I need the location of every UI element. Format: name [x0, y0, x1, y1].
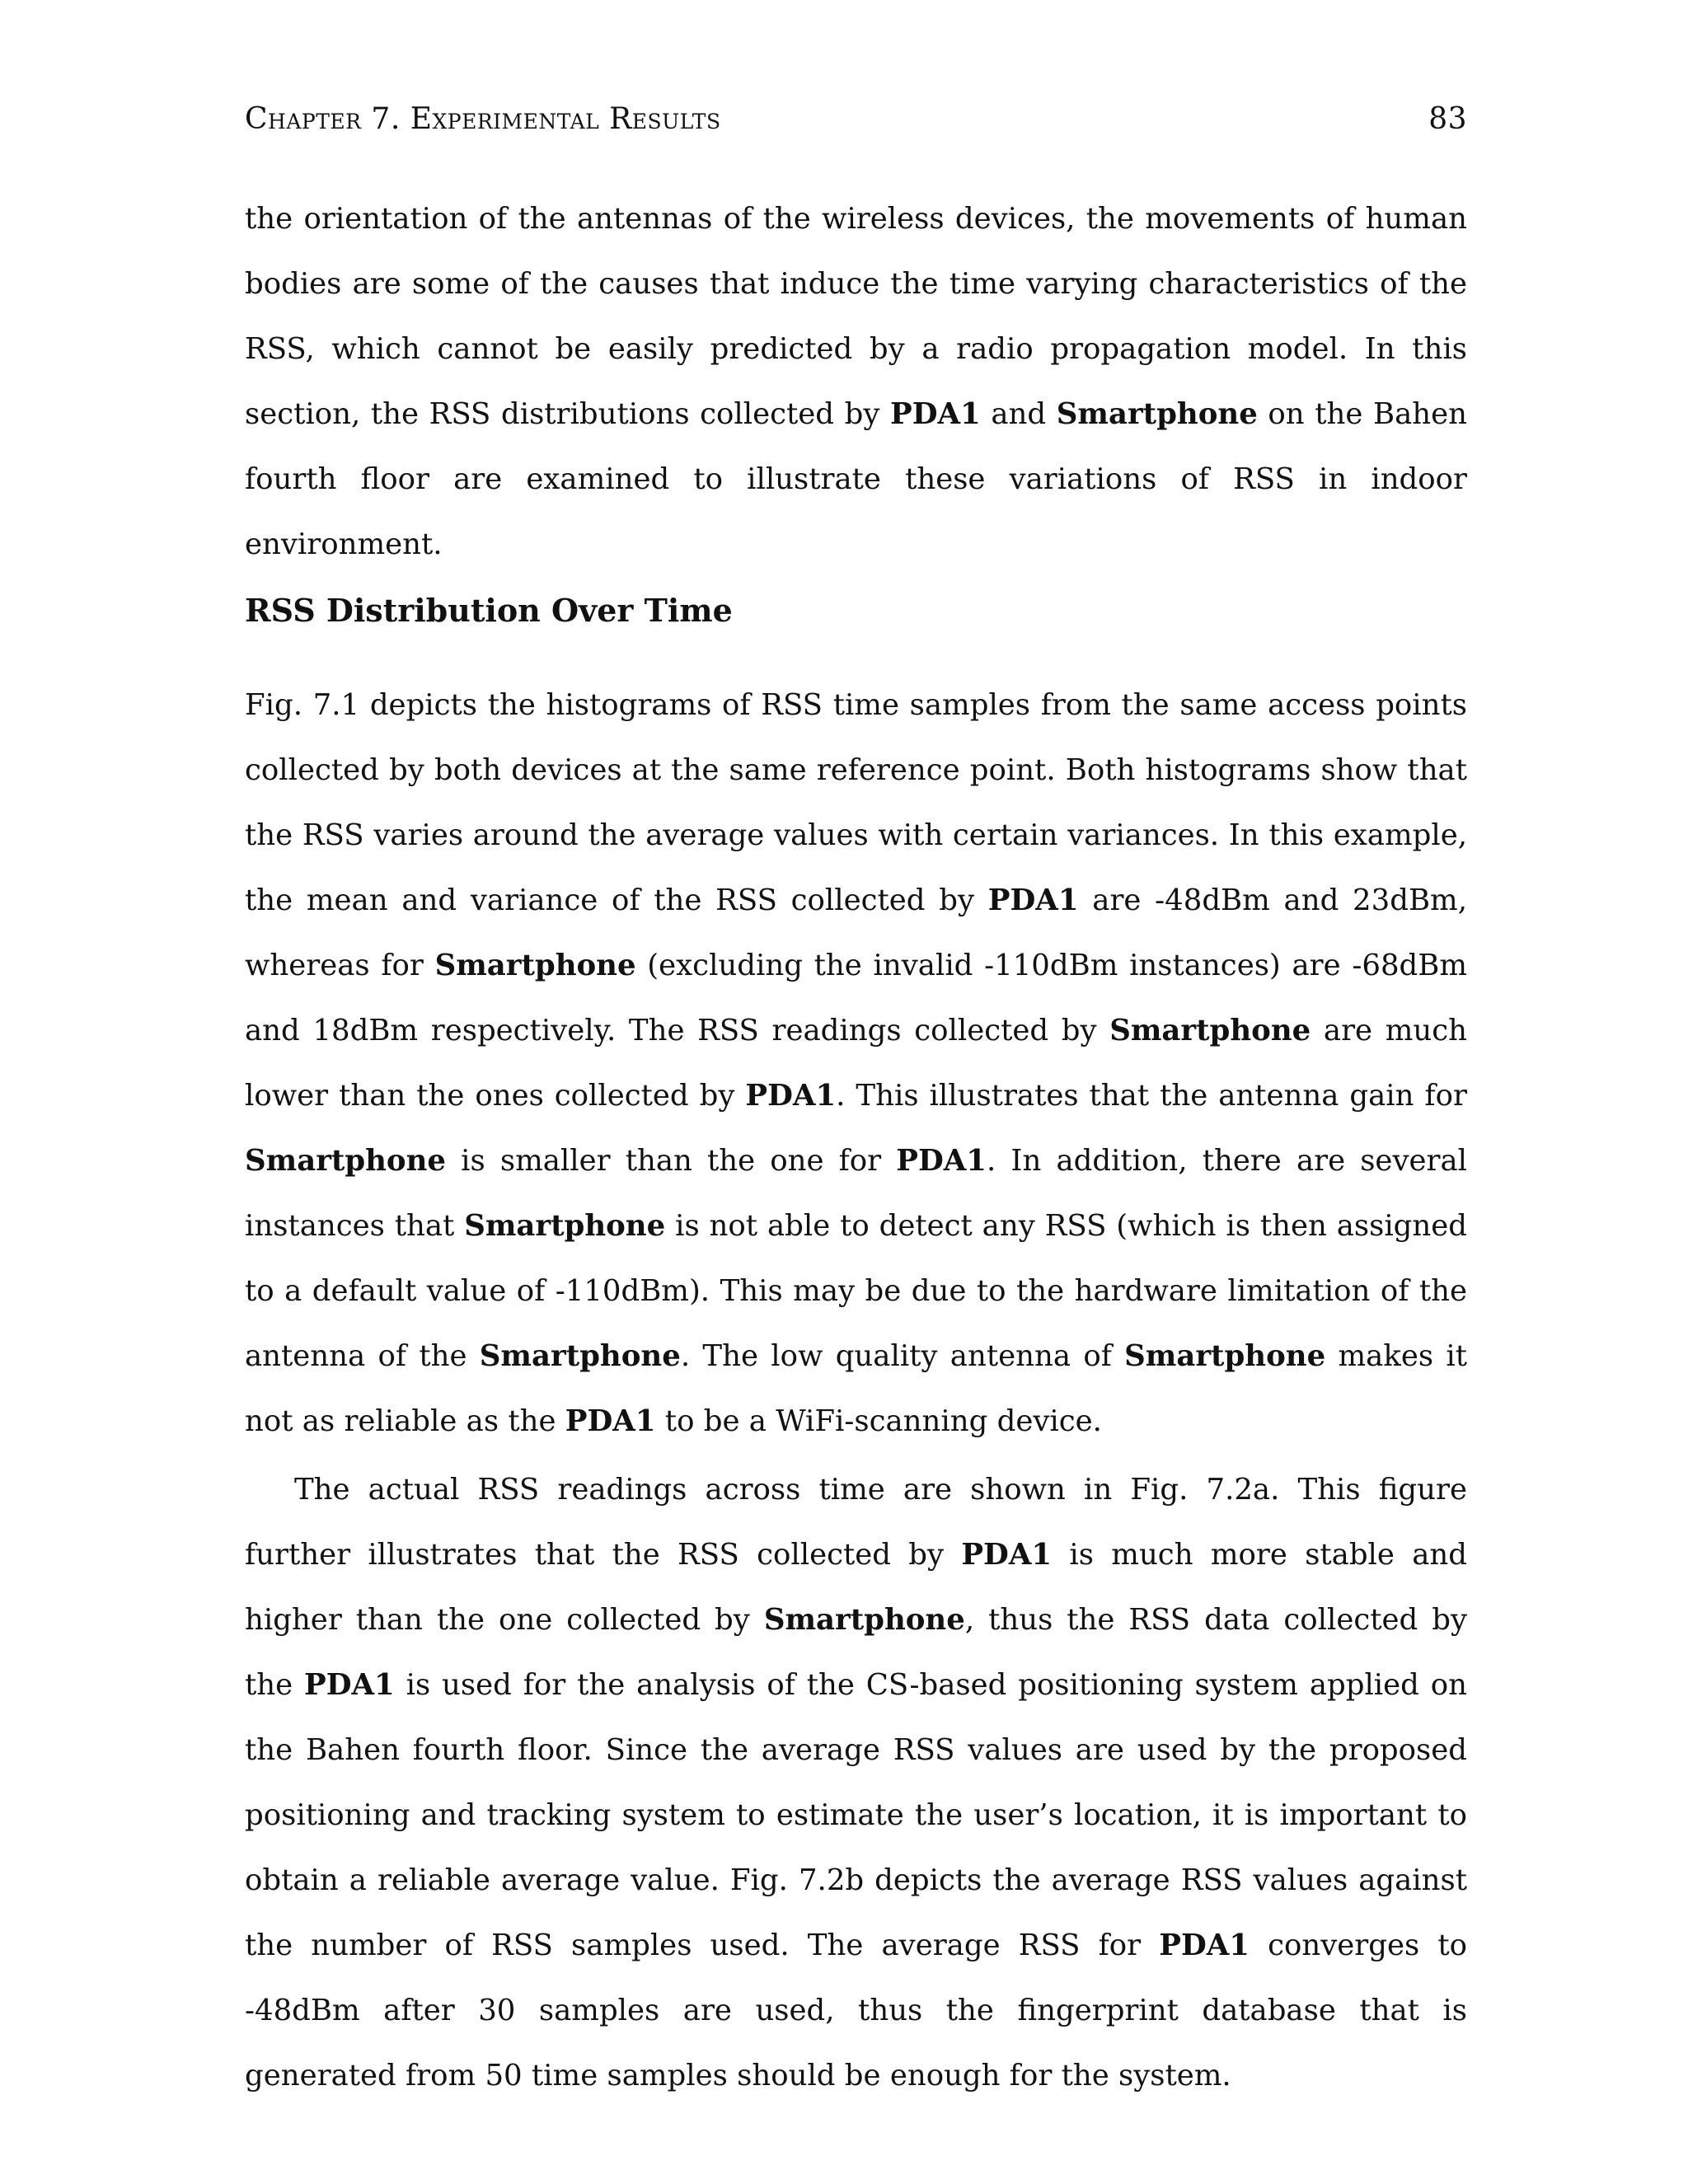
- device-name-pda1: PDA1: [987, 883, 1079, 917]
- device-name-pda1: PDA1: [896, 1144, 987, 1178]
- text-run: . This illustrates that the antenna gain for: [836, 1079, 1467, 1113]
- device-name-smartphone: Smartphone: [763, 1603, 965, 1637]
- device-name-pda1: PDA1: [304, 1668, 395, 1702]
- page-number: 83: [1428, 102, 1467, 136]
- device-name-smartphone: Smartphone: [245, 1144, 447, 1178]
- device-name-smartphone: Smartphone: [1109, 1014, 1311, 1047]
- device-name-smartphone: Smartphone: [1124, 1339, 1326, 1373]
- device-name-pda1: PDA1: [565, 1404, 656, 1438]
- chapter-title: Chapter 7. Experimental Results: [245, 102, 721, 136]
- text-run: to be a WiFi-scanning device.: [655, 1404, 1102, 1438]
- text-run: , thus the RSS data collected by the: [245, 1603, 1467, 1702]
- device-name-pda1: PDA1: [745, 1079, 837, 1113]
- device-name-smartphone: Smartphone: [434, 949, 636, 982]
- device-name-smartphone: Smartphone: [479, 1339, 681, 1373]
- paragraph-rss-readings: [245, 1457, 1467, 2108]
- text-run: converges to -48dBm after 30 samples are used, thus the fingerprint database that is generated from 50 time samples should be enough for the system.: [245, 1929, 1468, 2093]
- text-run: and: [980, 397, 1057, 431]
- intro-paragraph-block: [245, 186, 1467, 577]
- text-run: is used for the analysis of the CS-based positioning system applied on the Bahen fourth floor. Since the average RSS values are used by the proposed positioning and tracking system to estimate the user’s location, it is important to obtain a reliable average value. Fig. 7.2b depicts the average RSS values against the number of RSS samples used. The average RSS for: [245, 1668, 1467, 1962]
- device-name-pda1: PDA1: [961, 1538, 1053, 1572]
- device-name-smartphone: Smartphone: [1056, 397, 1258, 431]
- text-run: on the Bahen fourth floor are examined to illustrate these variations of RSS in indoor environment.: [245, 397, 1467, 561]
- text-run: . The low quality antenna of: [680, 1339, 1125, 1373]
- text-run: makes it not as reliable as the: [245, 1339, 1467, 1438]
- device-name-pda1: PDA1: [890, 397, 981, 431]
- text-run: The actual RSS readings across time are shown in Fig. 7.2a. This figure further illustrates that the RSS collected by: [245, 1473, 1467, 1572]
- text-run: is much more stable and higher than the one collected by: [245, 1538, 1467, 1637]
- text-run: Fig. 7.1 depicts the histograms of RSS time samples from the same access points collected by both devices at the same reference point. Both histograms show that the RSS varies around the average values with certain variances. In this example, the mean and variance of the RSS collected by: [245, 688, 1467, 917]
- running-header: [245, 102, 1467, 142]
- text-run: is smaller than the one for: [446, 1144, 897, 1178]
- text-run: (excluding the invalid -110dBm instances) are -68dBm and 18dBm respectively. The RSS readings collected by: [245, 949, 1468, 1047]
- device-name-pda1: PDA1: [1159, 1929, 1250, 1962]
- text-run: are -48dBm and 23dBm, whereas for: [245, 883, 1467, 982]
- text-run: is not able to detect any RSS (which is then assigned to a default value of -110dBm). This may be due to the hardware limitation of the antenna of the: [245, 1209, 1467, 1373]
- text-run: . In addition, there are several instances that: [245, 1144, 1467, 1243]
- text-run: the orientation of the antennas of the wireless devices, the movements of human bodies are some of the causes that induce the time varying characteristics of the RSS, which cannot be easily predicted by a radio propagation model. In this section, the RSS distributions collected by: [245, 202, 1467, 431]
- section-heading: RSS Distribution Over Time: [245, 592, 733, 629]
- intro-paragraph: [245, 186, 1467, 577]
- section-body: [245, 673, 1467, 2108]
- device-name-smartphone: Smartphone: [464, 1209, 666, 1243]
- paragraph-histograms: [245, 673, 1467, 1454]
- text-run: are much lower than the ones collected by: [245, 1014, 1468, 1113]
